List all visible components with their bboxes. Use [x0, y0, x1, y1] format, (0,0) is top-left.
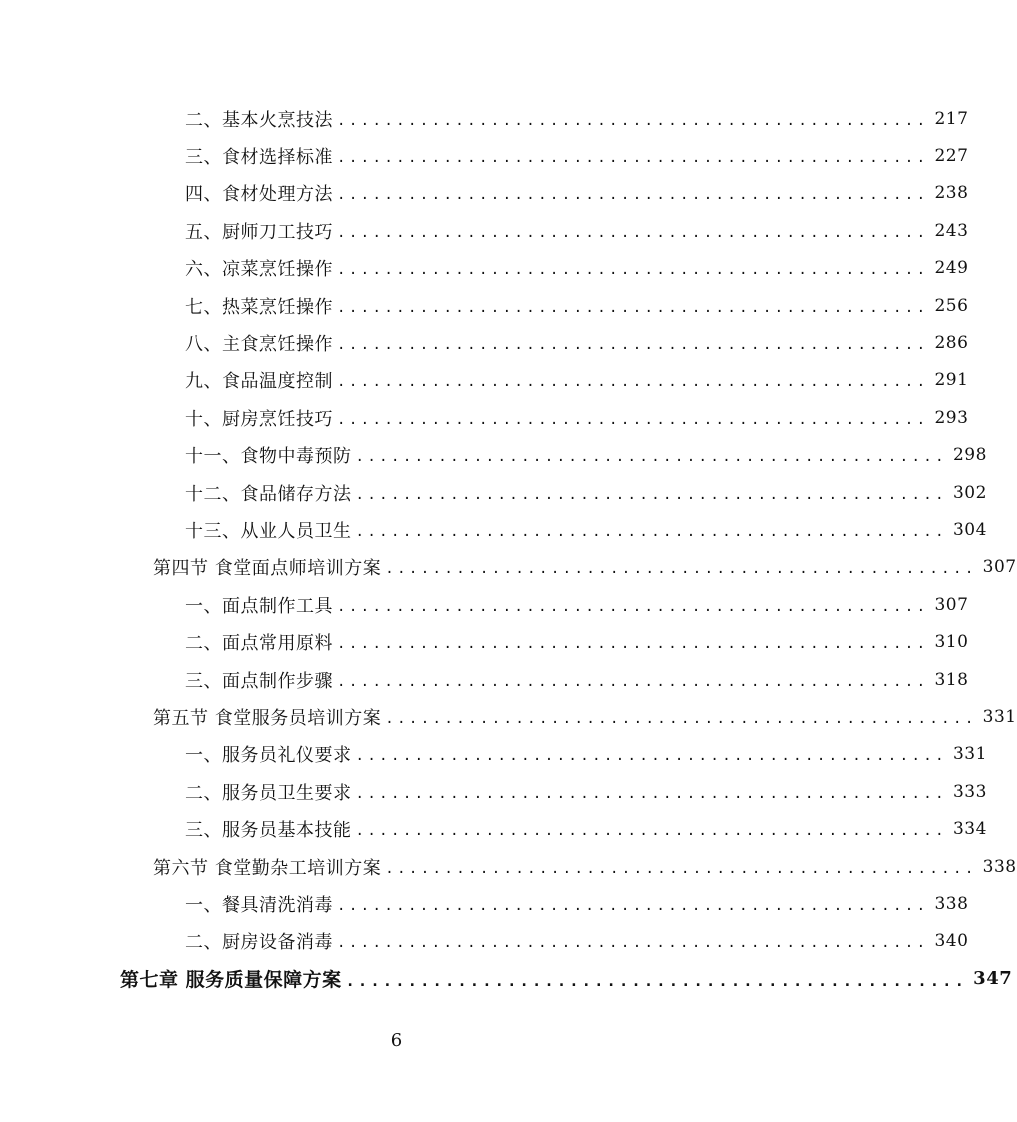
toc-leader-dots: .................................................. — [337, 150, 929, 167]
toc-entry-page: 291 — [934, 370, 969, 391]
toc-leader-dots: .................................................. — [337, 187, 929, 204]
toc-entry[interactable] — [0, 810, 987, 847]
toc-entry[interactable] — [0, 923, 969, 960]
toc-leader-dots: .................................................. — [355, 523, 947, 540]
toc-section-entry[interactable] — [0, 698, 1017, 735]
toc-entry-title: 八、主食烹饪操作 — [185, 334, 333, 356]
toc-entry[interactable] — [0, 250, 969, 287]
toc-entry-page: 307 — [982, 557, 1017, 578]
toc-leader-dots: .................................................. — [337, 935, 929, 952]
toc-leader-dots: .................................................. — [385, 710, 977, 727]
toc-leader-dots: .................................................. — [337, 897, 929, 914]
toc-leader-dots: .................................................. — [337, 299, 929, 316]
toc-section-entry[interactable] — [0, 848, 1017, 885]
toc-entry-page: 338 — [934, 893, 969, 914]
toc-entry[interactable] — [0, 773, 987, 810]
toc-chapter-entry[interactable] — [0, 960, 1013, 997]
toc-entry-page: 347 — [973, 968, 1013, 990]
toc-entry-page: 310 — [934, 632, 969, 653]
toc-leader-dots: .................................................. — [355, 823, 947, 840]
toc-entry-title: 第七章 服务质量保障方案 — [120, 969, 342, 992]
toc-entry-title: 第四节 食堂面点师培训方案 — [153, 558, 382, 580]
toc-leader-dots: .................................................. — [355, 785, 947, 802]
toc-entry-page: 286 — [934, 333, 969, 354]
toc-leader-dots: .................................................. — [355, 486, 947, 503]
toc-entry-title: 第六节 食堂勤杂工培训方案 — [153, 857, 382, 879]
toc-section-entry[interactable] — [0, 549, 1017, 586]
toc-leader-dots: .................................................. — [337, 112, 929, 129]
toc-entry[interactable] — [0, 137, 969, 174]
toc-entry-title: 三、食材选择标准 — [185, 147, 333, 169]
toc-entry-title: 二、面点常用原料 — [185, 633, 333, 655]
toc-entry-title: 二、厨房设备消毒 — [185, 932, 333, 954]
toc-entry[interactable] — [0, 437, 987, 474]
toc-entry-page: 298 — [952, 445, 987, 466]
page-number: 6 — [390, 1030, 403, 1051]
toc-entry-page: 217 — [934, 108, 969, 129]
toc-entry[interactable] — [0, 474, 987, 511]
toc-entry-page: 293 — [934, 407, 969, 428]
toc-entry-title: 四、食材处理方法 — [185, 184, 333, 206]
toc-entry[interactable] — [0, 324, 969, 361]
toc-entry-page: 243 — [934, 220, 969, 241]
toc-entry-title: 三、服务员基本技能 — [185, 820, 352, 842]
toc-entry[interactable] — [0, 511, 987, 548]
toc-entry-title: 六、凉菜烹饪操作 — [185, 259, 333, 281]
toc-entry-page: 249 — [934, 258, 969, 279]
toc-entry-page: 334 — [952, 819, 987, 840]
toc-entry-title: 第五节 食堂服务员培训方案 — [153, 707, 382, 729]
toc-entry-title: 三、面点制作步骤 — [185, 670, 333, 692]
toc-entry[interactable] — [0, 399, 969, 436]
toc-entry-page: 256 — [934, 295, 969, 316]
toc-entry-title: 十一、食物中毒预防 — [185, 446, 352, 468]
toc-entry-page: 338 — [982, 856, 1017, 877]
toc-entry[interactable] — [0, 362, 969, 399]
table-of-contents — [0, 100, 1017, 997]
toc-entry-title: 十三、从业人员卫生 — [185, 520, 352, 542]
toc-entry[interactable] — [0, 287, 969, 324]
toc-entry[interactable] — [0, 175, 969, 212]
toc-leader-dots: .................................................. — [337, 224, 929, 241]
toc-entry-title: 九、食品温度控制 — [185, 371, 333, 393]
toc-leader-dots: .................................................. — [385, 860, 977, 877]
toc-leader-dots: .................................................. — [337, 262, 929, 279]
toc-leader-dots: .................................................. — [337, 337, 929, 354]
toc-entry-title: 二、基本火烹技法 — [185, 109, 333, 131]
toc-leader-dots: .................................................. — [337, 374, 929, 391]
toc-entry-page: 238 — [934, 183, 969, 204]
toc-entry-page: 331 — [982, 706, 1017, 727]
toc-entry-title: 一、餐具清洗消毒 — [185, 894, 333, 916]
toc-entry-page: 304 — [952, 519, 987, 540]
toc-entry-title: 二、服务员卫生要求 — [185, 782, 352, 804]
toc-entry-page: 307 — [934, 594, 969, 615]
toc-entry-title: 十、厨房烹饪技巧 — [185, 408, 333, 430]
toc-leader-dots: .................................................. — [345, 971, 968, 990]
toc-entry[interactable] — [0, 100, 969, 137]
toc-entry-title: 十二、食品储存方法 — [185, 483, 352, 505]
toc-leader-dots: .................................................. — [337, 411, 929, 428]
toc-entry[interactable] — [0, 586, 969, 623]
toc-entry-page: 333 — [952, 781, 987, 802]
toc-entry-title: 一、面点制作工具 — [185, 595, 333, 617]
toc-entry-page: 318 — [934, 669, 969, 690]
toc-entry-title: 五、厨师刀工技巧 — [185, 221, 333, 243]
toc-entry[interactable] — [0, 623, 969, 660]
toc-leader-dots: .................................................. — [337, 636, 929, 653]
toc-entry[interactable] — [0, 212, 969, 249]
toc-leader-dots: .................................................. — [337, 673, 929, 690]
toc-entry-page: 302 — [952, 482, 987, 503]
toc-entry-page: 331 — [952, 744, 987, 765]
toc-entry[interactable] — [0, 661, 969, 698]
toc-entry-page: 227 — [934, 146, 969, 167]
toc-entry-title: 七、热菜烹饪操作 — [185, 296, 333, 318]
toc-entry-page: 340 — [934, 931, 969, 952]
toc-entry[interactable] — [0, 885, 969, 922]
toc-leader-dots: .................................................. — [355, 748, 947, 765]
toc-leader-dots: .................................................. — [355, 449, 947, 466]
toc-leader-dots: .................................................. — [385, 561, 977, 578]
toc-entry-title: 一、服务员礼仪要求 — [185, 745, 352, 767]
toc-leader-dots: .................................................. — [337, 598, 929, 615]
toc-entry[interactable] — [0, 736, 987, 773]
